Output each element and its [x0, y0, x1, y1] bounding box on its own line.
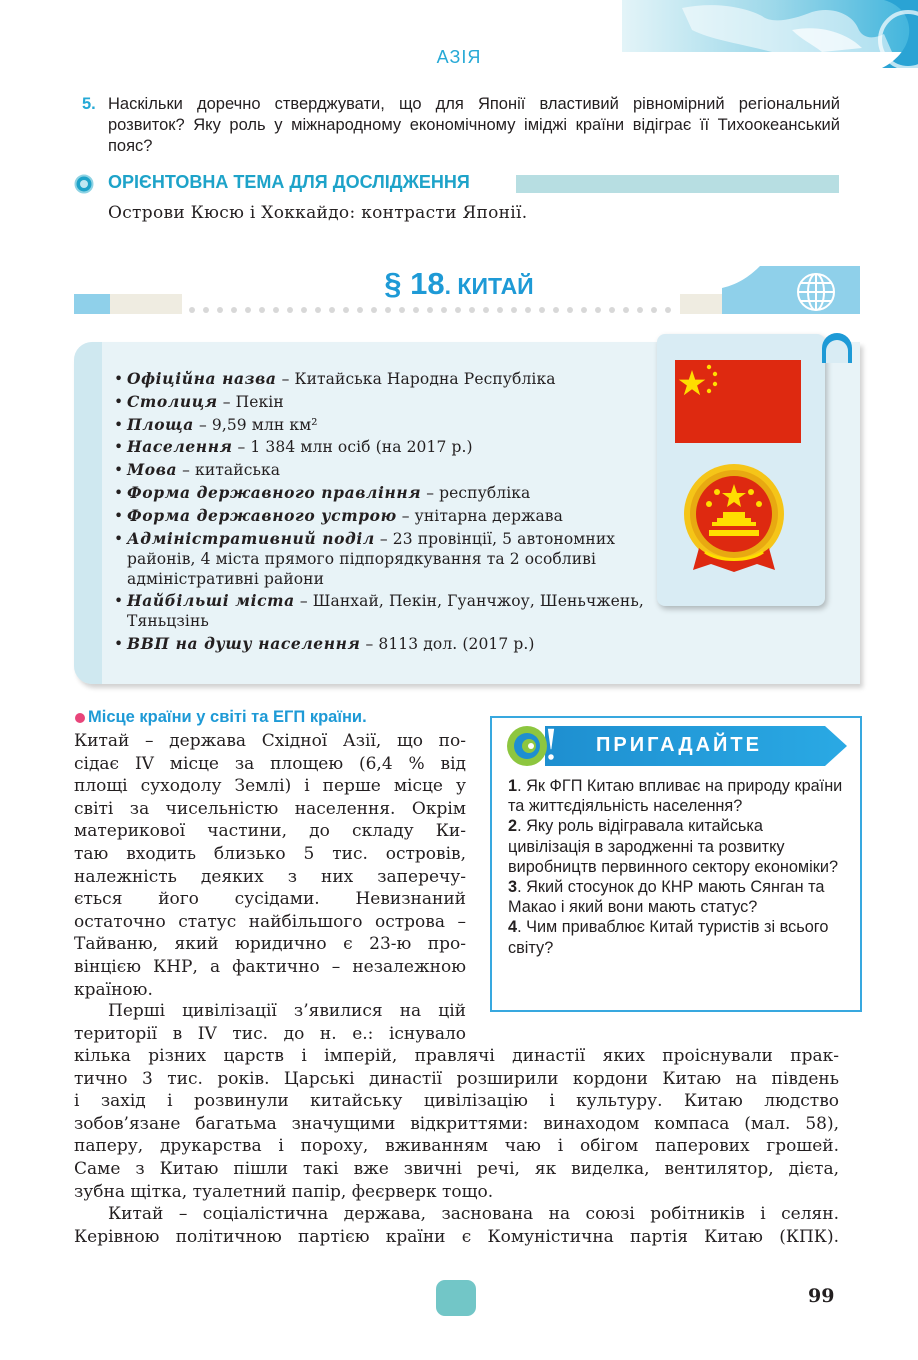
fact-gdp-per-capita: • ВВП на душу населення – 8113 дол. (2017 р.)	[114, 633, 644, 656]
recall-question-4: 4. Чим приваблює Китай туристів зі всього світу?	[508, 918, 829, 957]
research-topic-text: Острови Кюсю і Хоккайдо: контрасти Японії.	[108, 203, 528, 223]
fact-area: • Площа – 9,59 млн км²	[114, 414, 644, 437]
page-tab-decoration	[436, 1280, 476, 1316]
paragraph-civilizations-start: Перші цивілізації з’явилися на цій території в IV тис. до н. е.: існувало	[74, 1001, 466, 1044]
question-5	[82, 94, 840, 157]
fact-population: • Населення – 1 384 млн осіб (на 2017 р.)	[114, 436, 644, 459]
recall-question-1: 1. Як ФГП Китаю впливає на природу країни та життєдіяльність населення?	[508, 777, 843, 816]
fact-largest-cities: • Найбільші міста – Шанхай, Пекін, Гуанчжоу, Шеньчжень, Тяньцзінь	[114, 591, 644, 631]
circle-bullet-icon	[74, 174, 94, 194]
page-number: 99	[808, 1285, 835, 1307]
section-title	[0, 266, 918, 302]
recall-question-3: 3. Який стосунок до КНР мають Сянган та Макао і який вони мають статус?	[508, 878, 825, 917]
section-name: . КИТАЙ	[444, 273, 534, 299]
facts-box-edge	[74, 342, 102, 684]
china-flag-image	[675, 360, 801, 443]
running-head: АЗІЯ	[436, 47, 482, 67]
fact-state-structure: • Форма державного устрою – унітарна держава	[114, 505, 644, 528]
recall-question-2: 2. Яку роль відігравала китайська цивілізація в зародженні та розвитку виробництв первинного сектору економіки?	[508, 817, 838, 876]
recall-title: ПРИГАДАЙТЕ	[596, 734, 762, 756]
heading-decoration-bar	[516, 175, 839, 193]
section-number: § 18	[384, 266, 445, 301]
subheading-location-egp: Місце країни у світі та ЕГП країни.	[88, 708, 367, 726]
paragraph-china-location: Китай – держава Східної Азії, що по- сідає IV місце за площею (6,4 % від площі суходолу Землі) і перше місце у світі за чисельністю населення. Окрім материкової частини, до складу Ки- таю входить близько 5 тис. островів, належність деяких з них заперечу- ється його сусідами. Невизнаний остаточно статус найбільшого острова – Тайваню, який юридично є 23-ю про- вінцією КНР, а фактично – незалежною країною.	[74, 731, 466, 1000]
country-facts-list	[114, 368, 644, 655]
pink-bullet-icon	[74, 712, 86, 724]
fact-official-name: • Офіційна назва – Китайська Народна Республіка	[114, 368, 644, 391]
fact-capital: • Столиця – Пекін	[114, 391, 644, 414]
fact-administrative-division: • Адміністративний поділ – 23 провінції, 5 автономних районів, 4 міста прямого підпорядкування та 2 особливі адміністративні райони	[114, 529, 644, 589]
question-number: 5.	[82, 95, 96, 113]
fact-government-form: • Форма державного правління – республіка	[114, 482, 644, 505]
question-text: Наскільки доречно стверджувати, що для Японії властивий рівномірний регіональний розвиток? Яку роль у міжнародному економічному іміджі країни відіграє її Тихоокеанський пояс?	[108, 95, 840, 155]
paragraph-civilizations-continued: кілька різних царств і імперій, правлячі династії яких проіснували прак- тично 3 тис. років. Царські династії розширили кордони Китаю на південь і захід і розвинули китайську цивілізацію і культуру. Китаю людство зобов’язане багатьма значущими відкриттями: винаходом компаса (мал. 58), паперу, друкарства і пороху, вживанням чаю і обігом паперових грошей. Саме з Китаю пішли такі вже звичні речі, як виделка, вентилятор, дієта, зубна щітка, туалетний папір, феєрверк тощо.	[74, 1046, 839, 1202]
research-topic-heading: ОРІЄНТОВНА ТЕМА ДЛЯ ДОСЛІДЖЕННЯ	[108, 172, 470, 192]
china-national-emblem-image	[679, 462, 789, 582]
paragraph-socialist-state: Китай – соціалістична держава, заснована на союзі робітників і селян. Керівною політичною партією країни є Комуністична партія Китаю (КПК).	[74, 1204, 839, 1247]
recall-questions-list	[508, 776, 848, 958]
fact-language: • Мова – китайська	[114, 459, 644, 482]
card-corner-decoration	[822, 333, 852, 363]
